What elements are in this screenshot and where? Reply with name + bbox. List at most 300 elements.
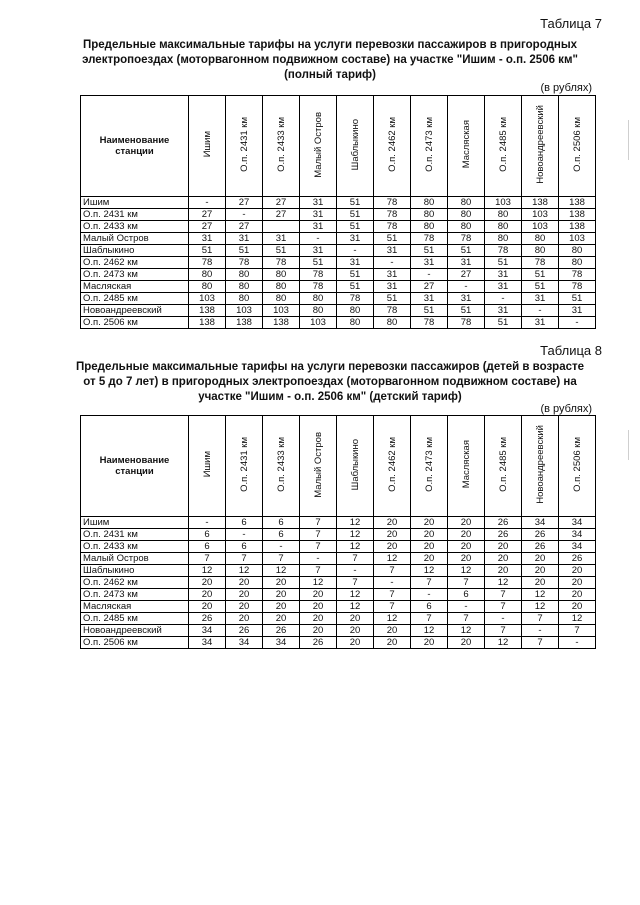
tariff-cell: 20: [448, 541, 485, 553]
station-name-cell: Шаблыкино: [81, 245, 189, 257]
station-name-cell: Ишим: [81, 517, 189, 529]
tariff-cell: 31: [300, 209, 337, 221]
tariff-cell: 12: [485, 577, 522, 589]
table8-title: Предельные максимальные тарифы на услуги перевозки пассажиров (детей в возрасте от 5 до 7 лет) в пригородных электропоездах (моторвагонном подвижном составе) на участке "Ишим - о.п. 2506 км" (детский тариф): [75, 361, 585, 403]
tariff-cell: -: [263, 541, 300, 553]
tariff-cell: 7: [300, 541, 337, 553]
tariff-cell: 80: [374, 317, 411, 329]
tariff-cell: 51: [559, 293, 596, 305]
column-header: [411, 96, 448, 197]
tariff-cell: 12: [411, 625, 448, 637]
station-name-cell: О.п. 2462 км: [81, 577, 189, 589]
tariff-cell: 31: [300, 221, 337, 233]
tariff-cell: 20: [411, 553, 448, 565]
tariff-cell: 31: [300, 245, 337, 257]
tariff-cell: 31: [337, 257, 374, 269]
column-header-label: О.п. 2433 км: [275, 437, 287, 492]
tariff-cell: 78: [226, 257, 263, 269]
column-header: [485, 96, 522, 197]
tariff-cell: 20: [559, 589, 596, 601]
tariff-cell: 31: [559, 305, 596, 317]
tariff-cell: 7: [374, 565, 411, 577]
tariff-cell: 20: [300, 601, 337, 613]
column-header-label: О.п. 2462 км: [386, 117, 398, 172]
tariff-cell: 7: [337, 577, 374, 589]
tariff-cell: 80: [226, 293, 263, 305]
tariff-cell: 80: [411, 197, 448, 209]
station-name-cell: О.п. 2431 км: [81, 209, 189, 221]
tariff-cell: 12: [411, 565, 448, 577]
tariff-cell: -: [448, 601, 485, 613]
tariff-cell: 26: [559, 553, 596, 565]
tariff-cell: 78: [448, 317, 485, 329]
station-name-cell: О.п. 2431 км: [81, 529, 189, 541]
tariff-cell: 103: [522, 221, 559, 233]
table-row: [81, 221, 596, 233]
station-column-header: Наименование станции: [81, 96, 189, 197]
tariff-cell: 12: [337, 529, 374, 541]
column-header: [522, 96, 559, 197]
tariff-cell: 20: [263, 601, 300, 613]
column-header: [448, 416, 485, 517]
table-row: [81, 305, 596, 317]
tariff-cell: 12: [374, 613, 411, 625]
tariff-cell: 7: [485, 625, 522, 637]
column-header: [300, 416, 337, 517]
tariff-cell: 78: [374, 305, 411, 317]
tariff-cell: 80: [559, 245, 596, 257]
tariff-cell: 20: [226, 601, 263, 613]
tariff-cell: 26: [263, 625, 300, 637]
tariff-cell: 103: [522, 209, 559, 221]
tariff-cell: 7: [411, 613, 448, 625]
tariff-cell: 20: [263, 613, 300, 625]
tariff-cell: 80: [448, 209, 485, 221]
table-row: [81, 269, 596, 281]
station-name-cell: О.п. 2473 км: [81, 589, 189, 601]
tariff-cell: 34: [559, 529, 596, 541]
table-row: [81, 625, 596, 637]
tariff-cell: -: [226, 529, 263, 541]
station-name-cell: О.п. 2506 км: [81, 317, 189, 329]
table7-title: Предельные максимальные тарифы на услуги перевозки пассажиров в пригородных электропоездах (моторвагонном подвижном составе) на участке "Ишим - о.п. 2506 км" (полный тариф): [82, 39, 578, 81]
tariff-cell: 20: [300, 625, 337, 637]
tariff-cell: 31: [448, 293, 485, 305]
tariff-cell: 6: [226, 517, 263, 529]
tariff-cell: -: [522, 625, 559, 637]
tariff-cell: 20: [411, 637, 448, 649]
tariff-cell: 31: [374, 269, 411, 281]
table-row: [81, 577, 596, 589]
table-row: [81, 317, 596, 329]
tariff-cell: 6: [189, 541, 226, 553]
tariff-cell: 20: [226, 613, 263, 625]
tariff-cell: 103: [263, 305, 300, 317]
tariff-cell: 138: [522, 197, 559, 209]
table-row: [81, 601, 596, 613]
tariff-cell: 27: [263, 197, 300, 209]
tariff-cell: 20: [263, 589, 300, 601]
tariff-cell: 20: [374, 625, 411, 637]
tariff-cell: 12: [300, 577, 337, 589]
tariff-cell: 80: [263, 293, 300, 305]
tariff-cell: 6: [411, 601, 448, 613]
tariff-cell: 12: [337, 541, 374, 553]
column-header: [448, 96, 485, 197]
tariff-cell: 31: [226, 233, 263, 245]
tariff-cell: 80: [411, 221, 448, 233]
tariff-cell: 26: [485, 529, 522, 541]
tariff-cell: 103: [226, 305, 263, 317]
tariff-cell: 31: [448, 257, 485, 269]
column-header-label: Новоандреевский: [534, 425, 546, 504]
tariff-table-full: [80, 95, 596, 329]
tariff-cell: 7: [522, 637, 559, 649]
station-name-cell: Масляская: [81, 601, 189, 613]
tariff-cell: 51: [337, 209, 374, 221]
tariff-cell: 20: [411, 529, 448, 541]
station-name-cell: О.п. 2485 км: [81, 293, 189, 305]
table-row: [81, 529, 596, 541]
tariff-cell: 7: [374, 589, 411, 601]
tariff-cell: 34: [189, 625, 226, 637]
table-row: [81, 245, 596, 257]
tariff-cell: 20: [448, 529, 485, 541]
column-header-label: О.п. 2462 км: [386, 437, 398, 492]
tariff-cell: -: [559, 317, 596, 329]
tariff-cell: 78: [263, 257, 300, 269]
tariff-cell: 7: [300, 565, 337, 577]
column-header-label: О.п. 2431 км: [238, 117, 250, 172]
column-header-label: О.п. 2431 км: [238, 437, 250, 492]
tariff-cell: 78: [374, 197, 411, 209]
tariff-cell: 51: [263, 245, 300, 257]
tariff-cell: 7: [485, 601, 522, 613]
table-row: [81, 613, 596, 625]
column-header: [189, 416, 226, 517]
tariff-cell: 7: [448, 613, 485, 625]
column-header: [374, 96, 411, 197]
tariff-cell: -: [485, 613, 522, 625]
tariff-cell: 80: [189, 281, 226, 293]
table-row: [81, 233, 596, 245]
tariff-cell: 20: [189, 577, 226, 589]
column-header-label: О.п. 2506 км: [571, 437, 583, 492]
tariff-cell: -: [448, 281, 485, 293]
tariff-cell: 7: [226, 553, 263, 565]
tariff-cell: -: [337, 565, 374, 577]
tariff-cell: 34: [226, 637, 263, 649]
tariff-cell: 12: [337, 589, 374, 601]
tariff-cell: 20: [263, 577, 300, 589]
tariff-cell: 103: [189, 293, 226, 305]
tariff-table-child: [80, 415, 596, 649]
station-name-cell: Новоандреевский: [81, 625, 189, 637]
tariff-cell: 31: [485, 305, 522, 317]
tariff-cell: -: [374, 257, 411, 269]
tariff-cell: 12: [522, 589, 559, 601]
tariff-cell: 80: [559, 257, 596, 269]
table-row: [81, 197, 596, 209]
tariff-cell: 78: [559, 269, 596, 281]
tariff-cell: 78: [522, 257, 559, 269]
column-header-label: О.п. 2485 км: [497, 117, 509, 172]
tariff-cell: 26: [300, 637, 337, 649]
tariff-cell: 51: [337, 281, 374, 293]
tariff-cell: 51: [337, 197, 374, 209]
tariff-cell: 78: [300, 269, 337, 281]
tariff-cell: 20: [522, 565, 559, 577]
column-header: [226, 96, 263, 197]
tariff-cell: -: [300, 553, 337, 565]
tariff-cell: 20: [300, 589, 337, 601]
tariff-cell: 20: [522, 577, 559, 589]
tariff-cell: 7: [300, 517, 337, 529]
tariff-cell: 6: [189, 529, 226, 541]
tariff-cell: 12: [485, 637, 522, 649]
tariff-cell: 80: [337, 317, 374, 329]
tariff-cell: 20: [448, 637, 485, 649]
column-header-label: Новоандреевский: [534, 105, 546, 184]
column-header-label: Малый Остров: [312, 111, 324, 178]
tariff-cell: -: [337, 245, 374, 257]
tariff-cell: 31: [411, 257, 448, 269]
tariff-cell: 12: [522, 601, 559, 613]
tariff-cell: 6: [263, 517, 300, 529]
station-name-cell: О.п. 2462 км: [81, 257, 189, 269]
table-row: [81, 637, 596, 649]
tariff-cell: 26: [522, 541, 559, 553]
tariff-cell: 20: [189, 589, 226, 601]
station-name-cell: Новоандреевский: [81, 305, 189, 317]
tariff-cell: 7: [485, 589, 522, 601]
tariff-cell: 6: [448, 589, 485, 601]
tariff-cell: 51: [374, 233, 411, 245]
tariff-cell: 138: [559, 209, 596, 221]
tariff-cell: -: [559, 637, 596, 649]
column-header: [226, 416, 263, 517]
table-row: [81, 257, 596, 269]
column-header: [263, 416, 300, 517]
tariff-cell: 51: [522, 281, 559, 293]
station-name-cell: Шаблыкино: [81, 565, 189, 577]
tariff-cell: 12: [374, 553, 411, 565]
tariff-cell: 51: [337, 221, 374, 233]
tariff-cell: 51: [411, 245, 448, 257]
tariff-cell: 51: [522, 269, 559, 281]
tariff-cell: 78: [559, 281, 596, 293]
tariff-cell: 31: [522, 293, 559, 305]
tariff-cell: 51: [189, 245, 226, 257]
tariff-cell: 27: [226, 197, 263, 209]
tariff-cell: 26: [226, 625, 263, 637]
station-name-cell: О.п. 2485 км: [81, 613, 189, 625]
tariff-cell: 7: [337, 553, 374, 565]
tariff-cell: 138: [559, 197, 596, 209]
station-name-cell: О.п. 2433 км: [81, 541, 189, 553]
tariff-cell: 80: [337, 305, 374, 317]
column-header-label: О.п. 2506 км: [571, 117, 583, 172]
tariff-cell: 138: [189, 305, 226, 317]
tariff-cell: 7: [448, 577, 485, 589]
column-header: [559, 96, 596, 197]
tariff-cell: 7: [559, 625, 596, 637]
column-header-label: Шаблыкино: [349, 118, 361, 171]
table-row: [81, 565, 596, 577]
tariff-cell: 80: [263, 281, 300, 293]
tariff-cell: 27: [189, 221, 226, 233]
tariff-cell: 78: [411, 233, 448, 245]
tariff-cell: 31: [411, 293, 448, 305]
tariff-cell: 78: [448, 233, 485, 245]
tariff-cell: 20: [411, 541, 448, 553]
tariff-cell: 12: [189, 565, 226, 577]
tariff-cell: 12: [559, 613, 596, 625]
tariff-cell: 31: [189, 233, 226, 245]
tariff-cell: 7: [411, 577, 448, 589]
tariff-cell: 138: [263, 317, 300, 329]
tariff-cell: 138: [189, 317, 226, 329]
tariff-cell: 12: [263, 565, 300, 577]
tariff-cell: 20: [559, 565, 596, 577]
column-header-label: Масляская: [460, 440, 472, 489]
tariff-cell: 27: [448, 269, 485, 281]
tariff-cell: 78: [374, 221, 411, 233]
tariff-cell: 34: [522, 517, 559, 529]
tariff-cell: 103: [485, 197, 522, 209]
tariff-cell: 80: [189, 269, 226, 281]
tariff-cell: 27: [226, 221, 263, 233]
tariff-cell: 80: [300, 293, 337, 305]
tariff-cell: 138: [226, 317, 263, 329]
tariff-cell: 20: [559, 577, 596, 589]
column-header: [189, 96, 226, 197]
station-name-cell: О.п. 2473 км: [81, 269, 189, 281]
tariff-cell: 80: [448, 221, 485, 233]
tariff-cell: -: [411, 269, 448, 281]
tariff-cell: 20: [374, 529, 411, 541]
tariff-cell: 12: [448, 565, 485, 577]
tariff-cell: 51: [374, 293, 411, 305]
tariff-cell: 20: [485, 541, 522, 553]
tariff-cell: 31: [337, 233, 374, 245]
column-header-label: Ишим: [201, 451, 213, 478]
tariff-cell: 51: [300, 257, 337, 269]
column-header: [374, 416, 411, 517]
tariff-cell: 34: [559, 541, 596, 553]
tariff-cell: -: [374, 577, 411, 589]
tariff-cell: 31: [374, 281, 411, 293]
column-header-label: О.п. 2433 км: [275, 117, 287, 172]
tariff-cell: 12: [226, 565, 263, 577]
tariff-cell: 80: [448, 197, 485, 209]
tariff-cell: 51: [448, 245, 485, 257]
tariff-cell: 20: [189, 601, 226, 613]
tariff-cell: 20: [411, 517, 448, 529]
tariff-cell: 78: [411, 317, 448, 329]
tariff-cell: 80: [485, 221, 522, 233]
tariff-cell: 6: [226, 541, 263, 553]
table-row: [81, 541, 596, 553]
tariff-cell: 80: [485, 209, 522, 221]
station-name-cell: О.п. 2506 км: [81, 637, 189, 649]
tariff-cell: 78: [485, 245, 522, 257]
column-header: [300, 96, 337, 197]
tariff-cell: 20: [337, 625, 374, 637]
tariff-cell: [263, 221, 300, 233]
tariff-cell: 20: [374, 541, 411, 553]
tariff-cell: 20: [226, 589, 263, 601]
tariff-cell: 78: [374, 209, 411, 221]
tariff-cell: 51: [485, 317, 522, 329]
tariff-cell: 51: [485, 257, 522, 269]
tariff-cell: 34: [559, 517, 596, 529]
tariff-cell: 20: [337, 637, 374, 649]
column-header: [559, 416, 596, 517]
column-header-label: Ишим: [201, 131, 213, 158]
table8-units: (в рублях): [540, 403, 592, 415]
tariff-cell: 31: [300, 197, 337, 209]
column-header: [337, 416, 374, 517]
column-header-label: О.п. 2473 км: [423, 437, 435, 492]
tariff-cell: 26: [189, 613, 226, 625]
tariff-cell: 12: [337, 517, 374, 529]
tariff-cell: -: [411, 589, 448, 601]
column-header-label: О.п. 2473 км: [423, 117, 435, 172]
table-row: [81, 517, 596, 529]
tariff-cell: 27: [263, 209, 300, 221]
station-name-cell: О.п. 2433 км: [81, 221, 189, 233]
tariff-cell: 51: [411, 305, 448, 317]
scan-artifact: [628, 120, 629, 160]
tariff-cell: 138: [559, 221, 596, 233]
tariff-cell: 20: [559, 601, 596, 613]
table8-number: Таблица 8: [540, 343, 602, 358]
tariff-cell: 31: [485, 269, 522, 281]
tariff-cell: -: [522, 305, 559, 317]
tariff-cell: 80: [226, 269, 263, 281]
tariff-cell: 51: [226, 245, 263, 257]
tariff-cell: -: [226, 209, 263, 221]
tariff-cell: 7: [189, 553, 226, 565]
table-row: [81, 589, 596, 601]
tariff-cell: 78: [300, 281, 337, 293]
column-header-label: Шаблыкино: [349, 438, 361, 491]
tariff-cell: 12: [337, 601, 374, 613]
column-header: [411, 416, 448, 517]
tariff-cell: 34: [189, 637, 226, 649]
tariff-cell: 7: [374, 601, 411, 613]
scan-artifact: [628, 430, 629, 460]
tariff-cell: 103: [559, 233, 596, 245]
tariff-cell: 78: [337, 293, 374, 305]
tariff-cell: 34: [263, 637, 300, 649]
column-header-label: Масляская: [460, 120, 472, 169]
table7-units: (в рублях): [540, 82, 592, 94]
tariff-cell: 80: [411, 209, 448, 221]
tariff-cell: 51: [448, 305, 485, 317]
tariff-cell: 103: [300, 317, 337, 329]
table7-number: Таблица 7: [540, 16, 602, 31]
tariff-cell: 20: [448, 553, 485, 565]
tariff-cell: -: [189, 197, 226, 209]
station-name-cell: Малый Остров: [81, 553, 189, 565]
table-row: [81, 293, 596, 305]
column-header: [337, 96, 374, 197]
table-row: [81, 209, 596, 221]
tariff-cell: -: [485, 293, 522, 305]
tariff-cell: 80: [522, 245, 559, 257]
